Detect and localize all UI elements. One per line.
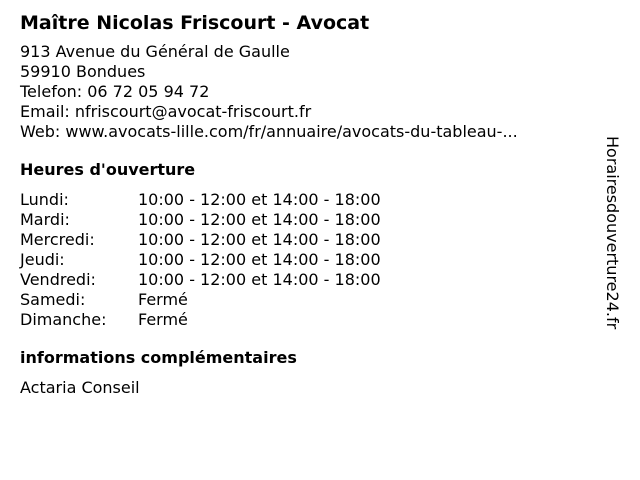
day-hours: Fermé — [138, 290, 188, 309]
web-line: Web: www.avocats-lille.com/fr/annuaire/avocats-du-tableau-... — [20, 122, 518, 141]
day-hours: Fermé — [138, 310, 188, 329]
day-hours: 10:00 - 12:00 et 14:00 - 18:00 — [138, 190, 381, 209]
hours-row-thursday — [20, 250, 600, 270]
day-label: Mercredi: — [20, 230, 95, 249]
day-hours: 10:00 - 12:00 et 14:00 - 18:00 — [138, 250, 381, 269]
day-label: Mardi: — [20, 210, 70, 229]
day-hours: 10:00 - 12:00 et 14:00 - 18:00 — [138, 230, 381, 249]
address-city: 59910 Bondues — [20, 62, 146, 81]
day-label: Jeudi: — [20, 250, 65, 269]
hours-row-saturday — [20, 290, 600, 310]
hours-row-wednesday — [20, 230, 600, 250]
email-line: Email: nfriscourt@avocat-friscourt.fr — [20, 102, 312, 121]
address-street: 913 Avenue du Général de Gaulle — [20, 42, 290, 61]
hours-row-sunday — [20, 310, 600, 330]
day-hours: 10:00 - 12:00 et 14:00 - 18:00 — [138, 270, 381, 289]
business-title: Maître Nicolas Friscourt - Avocat — [20, 12, 370, 34]
info-text: Actaria Conseil — [20, 378, 140, 397]
day-label: Dimanche: — [20, 310, 107, 329]
phone-line: Telefon: 06 72 05 94 72 — [20, 82, 210, 101]
hours-row-friday — [20, 270, 600, 290]
day-hours: 10:00 - 12:00 et 14:00 - 18:00 — [138, 210, 381, 229]
hours-heading: Heures d'ouverture — [20, 160, 196, 179]
day-label: Vendredi: — [20, 270, 96, 289]
hours-row-monday — [20, 190, 600, 210]
info-heading: informations complémentaires — [20, 348, 297, 367]
business-card — [20, 10, 600, 398]
site-brand-label: Horairesdouverture24.fr — [603, 136, 622, 330]
day-label: Lundi: — [20, 190, 69, 209]
day-label: Samedi: — [20, 290, 86, 309]
hours-row-tuesday — [20, 210, 600, 230]
